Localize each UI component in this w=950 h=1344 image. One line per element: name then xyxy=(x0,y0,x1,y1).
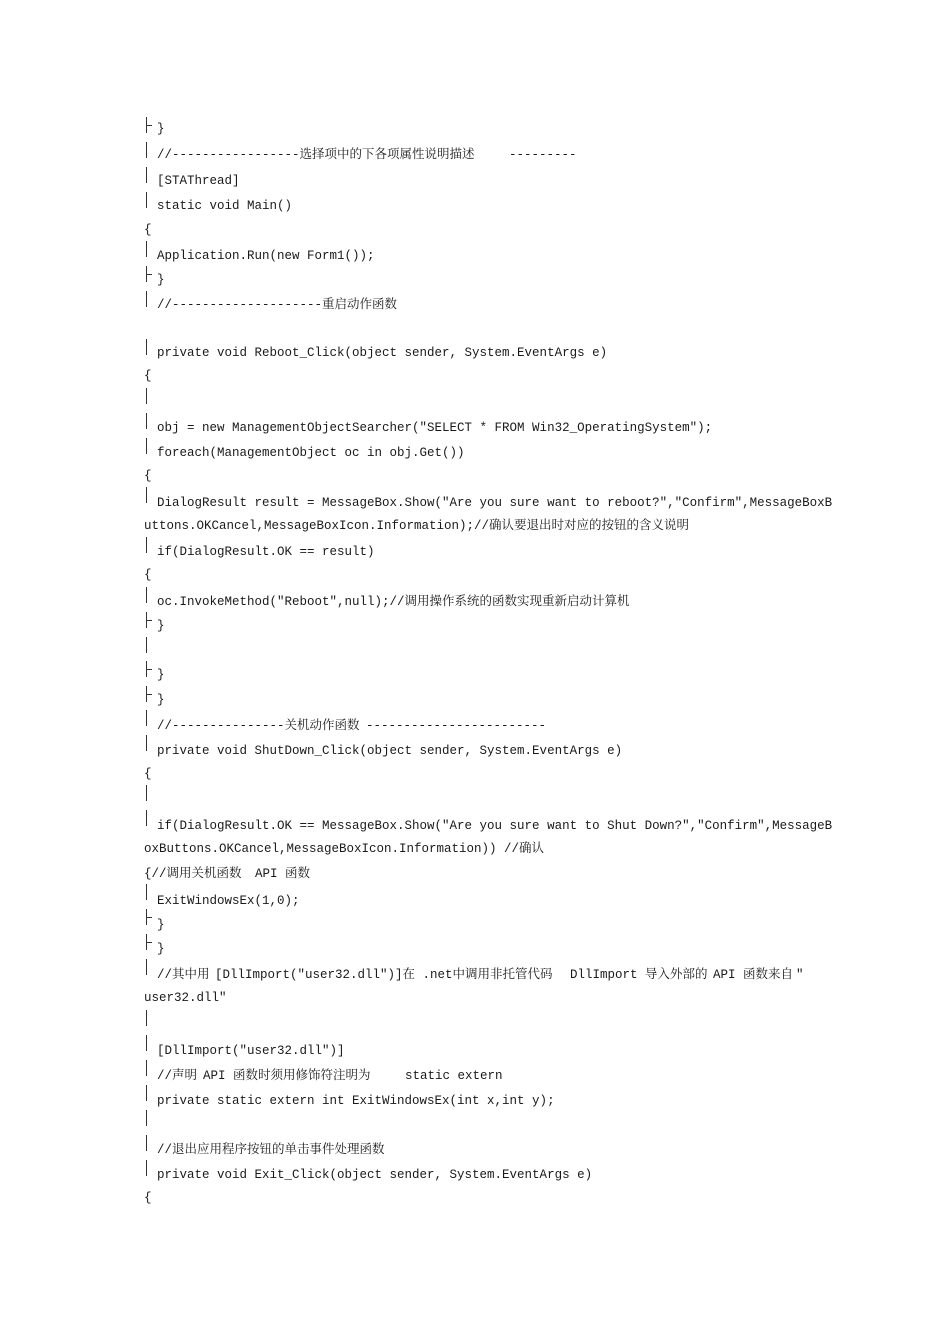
code-comment: //声明 xyxy=(157,1069,198,1083)
gutter-mark xyxy=(146,710,147,726)
gutter-tick xyxy=(146,125,152,126)
code-comment: //--------------------重启动作函数 xyxy=(157,298,398,312)
gutter-mark xyxy=(146,884,147,900)
gutter-tick xyxy=(146,917,152,918)
gutter-mark xyxy=(146,637,147,653)
code-line: foreach(ManagementObject oc in obj.Get()) xyxy=(157,446,465,460)
code-comment-tail: API 函数 xyxy=(255,867,311,881)
code-line: } xyxy=(157,619,165,633)
code-comment-part: API 函数来自 xyxy=(713,968,794,982)
code-line: DialogResult result = MessageBox.Show("Are you sure want to reboot?","Confirm",MessageBoxB xyxy=(157,496,833,510)
gutter-mark xyxy=(146,537,147,553)
code-line: private void ShutDown_Click(object sender, System.EventArgs e) xyxy=(157,744,623,758)
code-line: } xyxy=(157,668,165,682)
code-line: uttons.OKCancel,MessageBoxIcon.Information);//确认要退出时对应的按钮的含义说明 xyxy=(144,519,690,533)
gutter-mark xyxy=(146,192,147,208)
gutter-mark xyxy=(146,241,147,257)
code-line: [DllImport("user32.dll")] xyxy=(157,1044,345,1058)
code-comment-part: static extern xyxy=(405,1069,503,1083)
code-line: ExitWindowsEx(1,0); xyxy=(157,894,300,908)
gutter-mark xyxy=(146,1160,147,1176)
gutter-mark xyxy=(146,388,147,404)
code-line: private static extern int ExitWindowsEx(int x,int y); xyxy=(157,1094,555,1108)
gutter-mark xyxy=(146,1135,147,1151)
code-line: { xyxy=(144,1191,152,1205)
code-line: static void Main() xyxy=(157,199,293,213)
code-comment-part: DllImport 导入外部的 xyxy=(570,968,708,982)
code-line: } xyxy=(157,122,165,136)
code-line: oc.InvokeMethod("Reboot",null);//调用操作系统的函数实现重新启动计算机 xyxy=(157,595,630,609)
gutter-mark xyxy=(146,810,147,826)
gutter-mark xyxy=(146,785,147,801)
gutter-tick xyxy=(146,942,152,943)
code-comment-tail: ------------------------ xyxy=(366,719,547,733)
gutter-mark xyxy=(146,1060,147,1076)
gutter-mark xyxy=(146,1035,147,1051)
gutter-mark xyxy=(146,735,147,751)
code-comment-part: API 函数时须用修饰符注明为 xyxy=(203,1069,371,1083)
code-line: { xyxy=(144,469,152,483)
code-line: { xyxy=(144,223,152,237)
code-comment: //---------------关机动作函数 xyxy=(157,719,360,733)
code-line: } xyxy=(157,942,165,956)
code-line: if(DialogResult.OK == MessageBox.Show("Are you sure want to Shut Down?","Confirm",MessageB xyxy=(157,819,833,833)
code-comment: {//调用关机函数 xyxy=(144,867,242,881)
code-comment-part: " xyxy=(796,968,804,982)
gutter-tick xyxy=(146,669,152,670)
code-line: private void Exit_Click(object sender, System.EventArgs e) xyxy=(157,1168,593,1182)
gutter-mark xyxy=(146,1110,147,1126)
code-line: private void Reboot_Click(object sender, System.EventArgs e) xyxy=(157,346,608,360)
code-line: { xyxy=(144,767,152,781)
gutter-mark xyxy=(146,1085,147,1101)
code-line: obj = new ManagementObjectSearcher("SELECT * FROM Win32_OperatingSystem"); xyxy=(157,421,713,435)
gutter-tick xyxy=(146,694,152,695)
code-line: Application.Run(new Form1()); xyxy=(157,249,375,263)
gutter-mark xyxy=(146,438,147,454)
code-comment-tail: --------- xyxy=(509,148,577,162)
code-line: { xyxy=(144,369,152,383)
gutter-mark xyxy=(146,1010,147,1026)
code-line: } xyxy=(157,693,165,707)
code-comment-part: [DllImport("user32.dll")]在 .net中调用非托管代码 xyxy=(215,968,553,982)
gutter-mark xyxy=(146,339,147,355)
gutter-mark xyxy=(146,142,147,158)
gutter-mark xyxy=(146,487,147,503)
code-line: } xyxy=(157,273,165,287)
code-comment: user32.dll" xyxy=(144,991,227,1005)
gutter-mark xyxy=(146,167,147,183)
code-line: { xyxy=(144,568,152,582)
code-line: if(DialogResult.OK == result) xyxy=(157,545,375,559)
gutter-mark xyxy=(146,413,147,429)
code-comment: //-----------------选择项中的下各项属性说明描述 xyxy=(157,148,475,162)
gutter-mark xyxy=(146,587,147,603)
code-comment: //其中用 xyxy=(157,968,210,982)
gutter-mark xyxy=(146,291,147,307)
gutter-mark xyxy=(146,959,147,975)
code-line: } xyxy=(157,918,165,932)
gutter-tick xyxy=(146,620,152,621)
code-line: oxButtons.OKCancel,MessageBoxIcon.Information)) //确认 xyxy=(144,842,545,856)
code-line: [STAThread] xyxy=(157,174,240,188)
code-comment: //退出应用程序按钮的单击事件处理函数 xyxy=(157,1143,385,1157)
gutter-tick xyxy=(146,274,152,275)
